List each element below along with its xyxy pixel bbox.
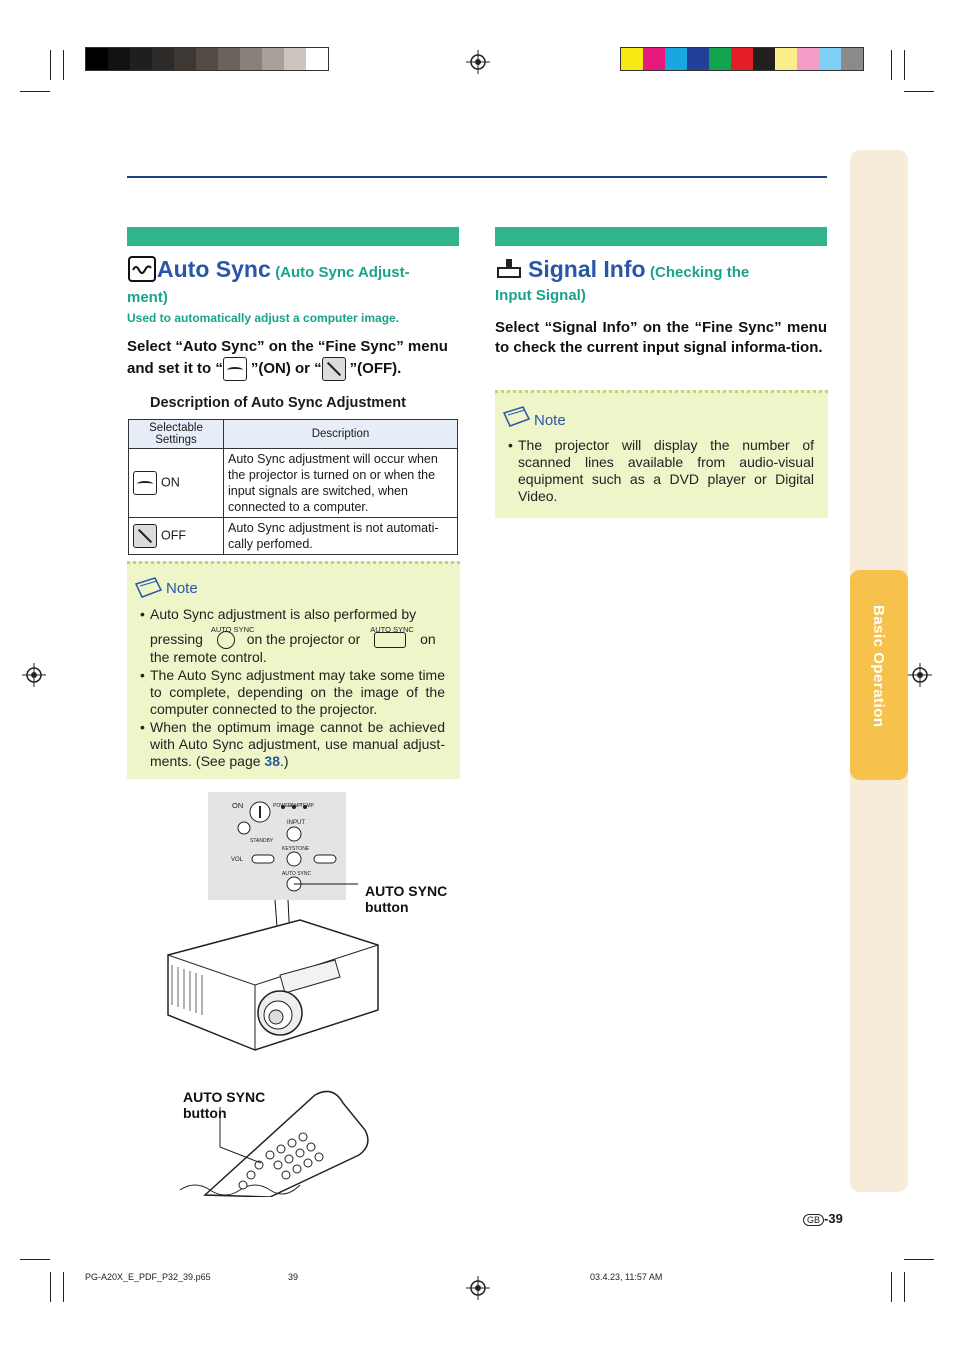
crop-mark [904,1272,905,1302]
signal-info-subtitle-1: (Checking the [650,264,750,281]
color-swatch [643,48,665,70]
color-swatch [731,48,753,70]
auto-sync-instruction [127,337,462,381]
note-text: pressing [150,631,203,647]
color-swatch [753,48,775,70]
note-text: .) [279,753,289,770]
table-cell-setting [129,518,224,555]
color-swatch [306,48,328,70]
panel-label-standby: STANDBY [250,838,274,844]
color-swatch [196,48,218,70]
crop-mark [20,1259,50,1260]
signal-info-subtitle-2: Input Signal) [495,287,586,304]
panel-label-on: ON [232,801,244,810]
crop-mark [63,50,64,80]
instruction-part: and set it to “ [127,359,223,377]
registration-mark-icon [908,663,932,687]
auto-sync-off-icon [322,357,346,381]
note-list [508,437,814,506]
page-number-text: -39 [824,1211,843,1226]
crop-mark [63,1272,64,1302]
registration-mark-icon [466,1276,490,1300]
note-item [140,606,445,666]
panel-label-temp: TEMP [300,803,314,809]
footer-timestamp: 03.4.23, 11:57 AM [590,1272,663,1282]
auto-sync-key-icon [217,631,235,649]
crop-mark [891,1272,892,1302]
note-text: on the projector or [246,631,361,647]
color-swatch [130,48,152,70]
auto-sync-on-icon [223,357,247,381]
remote-callout-label: AUTO SYNC button [183,1089,266,1121]
auto-sync-key-icon [374,632,406,648]
table-header-row [129,420,458,449]
section-band [495,227,827,246]
color-swatch [218,48,240,70]
table-row [129,518,458,555]
color-swatch [709,48,731,70]
crop-mark [50,50,51,80]
color-swatch [108,48,130,70]
panel-label-vol: VOL [231,857,244,863]
note-text: the remote control. [150,649,267,666]
page-number [803,1211,843,1226]
signal-info-icon [496,257,522,279]
table-title: Description of Auto Sync Adjustment [150,395,406,411]
color-bar [620,47,864,71]
note-title: Note [166,580,198,597]
panel-label-input: INPUT [287,820,305,826]
color-swatch [841,48,863,70]
signal-info-title: Signal Info [528,256,646,282]
pencil-icon [133,576,165,600]
table-cell-setting [129,449,224,518]
key-label: AUTO SYNC [210,625,255,634]
pencil-icon [501,405,533,429]
grayscale-bar [85,47,329,71]
remote-auto-sync-key [370,625,414,648]
color-swatch [284,48,306,70]
projector-callout-label: AUTO SYNC button [365,883,448,915]
note-text: Auto Sync adjustment is also performed by [150,606,417,622]
table-row [129,449,458,518]
crop-mark [20,91,50,92]
auto-sync-subtitle-2: ment) [127,289,168,306]
color-swatch [262,48,284,70]
color-swatch [775,48,797,70]
registration-mark-icon [466,50,490,74]
instruction-part: ”(ON) or “ [250,359,322,377]
crop-mark [904,91,934,92]
note-text: on [420,631,436,647]
registration-mark-icon [22,663,46,687]
color-swatch [621,48,643,70]
color-swatch [152,48,174,70]
table-cell-description: Auto Sync adjustment will occur when the projector is turned on or when the input signals are switched, when connected to a computer. [224,449,458,518]
auto-sync-subtitle-1: (Auto Sync Adjust- [275,264,410,281]
side-tab-label: Basic Operation [870,605,887,728]
panel-label-power: POWER [273,803,292,809]
note-item: • The Auto Sync adjustment may take some time to complete, depending on the image of the computer connected to the projector. [140,667,445,718]
note-title: Note [534,412,566,429]
header-rule [127,176,827,178]
color-swatch [687,48,709,70]
signal-info-heading [528,256,828,283]
auto-sync-off-icon [133,524,157,548]
crop-mark [891,50,892,80]
auto-sync-table [128,419,458,555]
crop-mark [904,50,905,80]
color-swatch [819,48,841,70]
note-list [140,606,445,771]
crop-mark [904,1259,934,1260]
color-swatch [174,48,196,70]
region-badge: GB [803,1214,824,1226]
note-item: • The projector will display the number of scanned lines available from audio-visual equipment such as a DVD player or Digital Video. [508,437,814,505]
signal-info-instruction: Select “Signal Info” on the “Fine Sync” menu to check the current input signal informa-tion. [495,319,827,356]
table-cell-description: Auto Sync adjustment is not automati-cally perfomed. [224,518,458,555]
color-swatch [665,48,687,70]
color-swatch [797,48,819,70]
auto-sync-icon [128,256,156,282]
remote-control-illustration [175,1085,375,1197]
note-item [140,719,445,770]
auto-sync-on-icon [133,471,157,495]
projector-auto-sync-key [210,625,255,649]
footer-file: PG-A20X_E_PDF_P32_39.p65 [85,1272,211,1282]
panel-label-keystone: KEYSTONE [282,846,310,852]
setting-label: OFF [161,528,186,543]
note-text: When the optimum image cannot be achieved with Auto Sync adjustment, use manual adjust-ments. (See page [150,719,445,770]
panel-label-auto-sync: AUTO SYNC [282,871,312,877]
table-header: Selectable Settings [129,420,224,449]
setting-label: ON [161,475,180,490]
key-label: AUTO SYNC [370,625,414,634]
section-band [127,227,459,246]
auto-sync-title: Auto Sync [157,256,271,282]
color-swatch [240,48,262,70]
instruction-part: ”(OFF). [349,359,402,377]
auto-sync-tagline: Used to automatically adjust a computer image. [127,311,400,325]
panel-label-lamp: LAMP [288,803,302,809]
page-link[interactable]: 38 [264,753,280,770]
crop-mark [50,1272,51,1302]
table-header: Description [224,420,458,449]
color-swatch [86,48,108,70]
footer-page: 39 [288,1272,299,1282]
projector-illustration [160,915,385,1055]
auto-sync-heading [157,256,457,283]
instruction-line: Select “Auto Sync” on the “Fine Sync” menu [127,338,448,355]
